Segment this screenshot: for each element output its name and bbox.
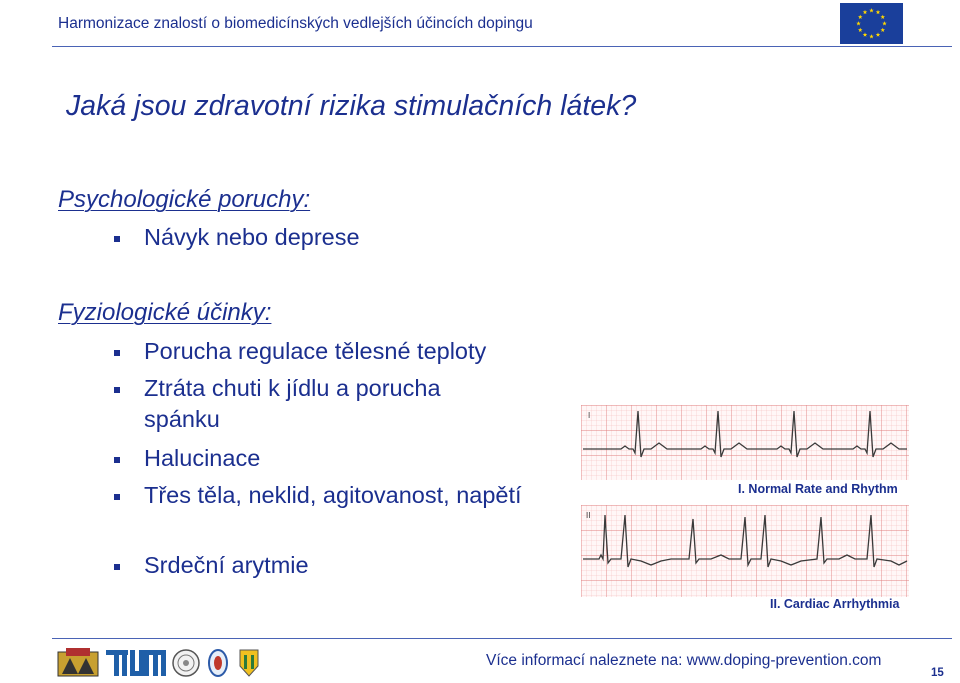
eu-star-icon <box>869 8 874 12</box>
section-heading-psychological: Psychologické poruchy: <box>58 186 311 213</box>
ecg-caption-normal: I. Normal Rate and Rhythm <box>738 482 898 496</box>
eu-star-icon <box>858 15 863 19</box>
header-title: Harmonizace znalostí o biomedicínských vedlejších účincích dopingu <box>58 15 533 32</box>
eu-star-icon <box>869 34 874 38</box>
partner-logos <box>56 646 266 678</box>
eu-star-icon <box>856 21 861 25</box>
eu-star-icon <box>863 32 868 36</box>
eu-star-icon <box>880 15 885 19</box>
tum-logo <box>106 650 166 676</box>
bullet-item: Srdeční arytmie <box>144 550 524 581</box>
shield-logo-icon <box>240 650 258 676</box>
bullet-item: Ztráta chuti k jídlu a porucha spánku <box>144 373 504 435</box>
bullet-item: Porucha regulace tělesné teploty <box>144 336 564 367</box>
oval-logo-icon <box>209 650 227 676</box>
bullet-item: Návyk nebo deprese <box>144 222 544 253</box>
bullet-item: Třes těla, neklid, agitovanost, napětí <box>144 480 524 511</box>
page-title: Jaká jsou zdravotní rizika stimulačních látek? <box>66 90 637 122</box>
section-heading-physiological: Fyziologické účinky: <box>58 299 272 326</box>
eu-star-icon <box>876 10 881 14</box>
bullet-item: Halucinace <box>144 443 504 474</box>
eu-flag-icon <box>840 3 903 44</box>
footer-link-text[interactable]: Více informací naleznete na: www.doping-prevention.com <box>486 652 882 669</box>
eu-stars <box>840 3 903 44</box>
eu-star-icon <box>863 10 868 14</box>
eu-star-icon <box>876 32 881 36</box>
ecg-lead-label: I <box>588 411 591 420</box>
eu-star-icon <box>858 28 863 32</box>
university-crest-icon <box>58 648 98 676</box>
ecg-caption-arrhythmia: II. Cardiac Arrhythmia <box>770 597 900 611</box>
page-number: 15 <box>931 667 944 679</box>
eu-star-icon <box>882 21 887 25</box>
ecg-lead-label: II <box>586 511 591 520</box>
ecg-arrhythmia <box>581 505 909 597</box>
eu-star-icon <box>880 28 885 32</box>
seal-icon <box>173 650 199 676</box>
header-divider <box>52 46 952 47</box>
footer-divider <box>52 638 952 639</box>
ecg-normal-rhythm <box>581 405 909 480</box>
